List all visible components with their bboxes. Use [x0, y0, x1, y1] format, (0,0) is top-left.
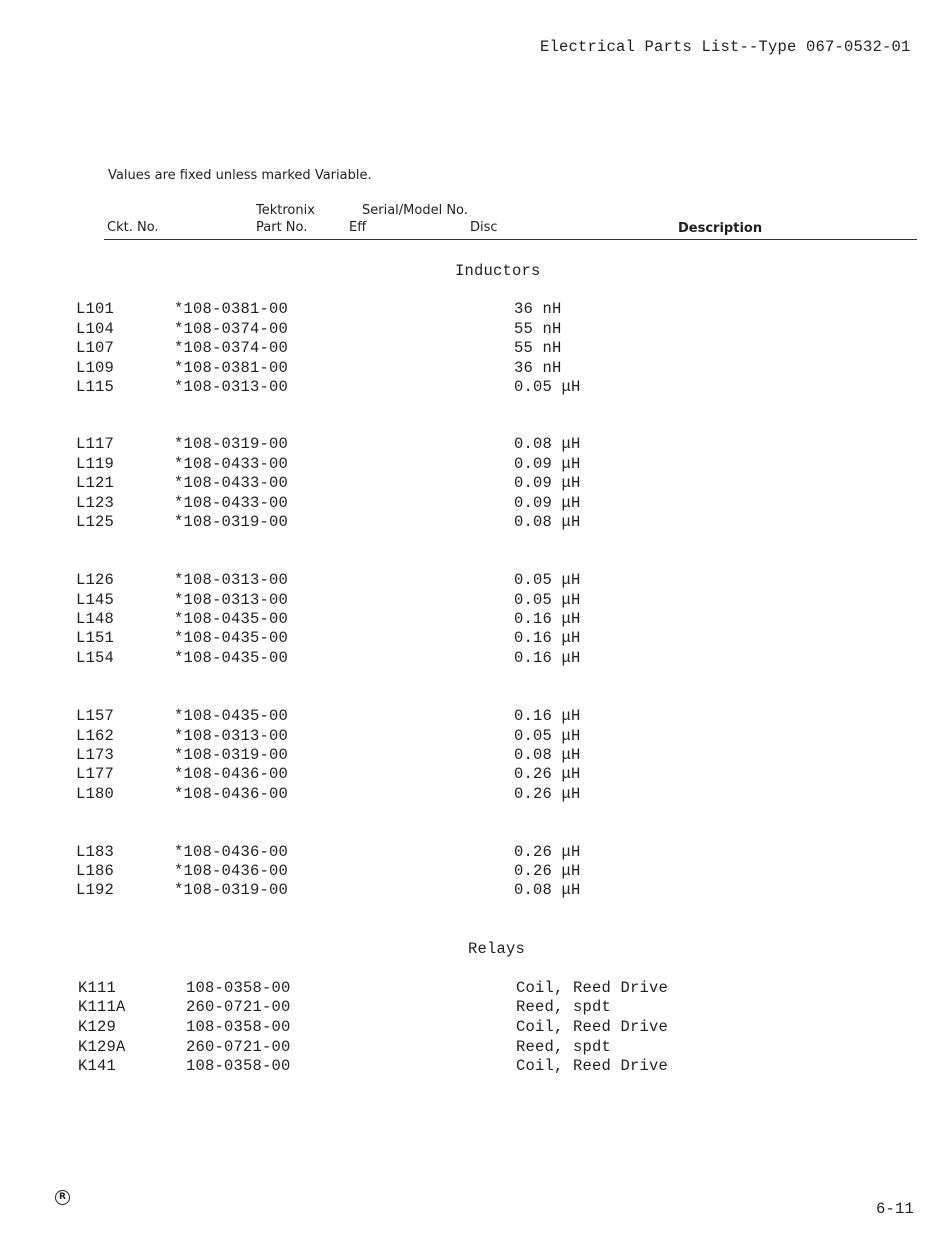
part-number: 260-0721-00 — [186, 998, 291, 1016]
ckt-number: L157 — [76, 707, 115, 725]
table-row — [0, 727, 950, 747]
table-row — [0, 649, 950, 669]
table-row — [0, 571, 950, 591]
description: 0.08 μH — [514, 881, 581, 899]
description: Reed, spdt — [516, 1038, 612, 1056]
part-number: *108-0435-00 — [174, 649, 289, 667]
table-row — [0, 843, 950, 863]
part-number: *108-0436-00 — [174, 785, 289, 803]
part-number: *108-0436-00 — [174, 862, 289, 880]
table-row — [0, 378, 950, 398]
part-number: *108-0436-00 — [174, 843, 289, 861]
ckt-number: L126 — [76, 571, 115, 589]
table-row — [0, 300, 950, 320]
ckt-number: L109 — [76, 359, 115, 377]
description: 0.05 μH — [514, 378, 581, 396]
table-row — [0, 494, 950, 514]
part-number: 108-0358-00 — [186, 979, 291, 997]
description: 0.05 μH — [514, 571, 581, 589]
description: 0.08 μH — [514, 746, 581, 764]
description: Reed, spdt — [516, 998, 612, 1016]
part-number: *108-0433-00 — [174, 474, 289, 492]
part-number: *108-0313-00 — [174, 378, 289, 396]
header-rule — [104, 239, 917, 240]
ckt-number: L180 — [76, 785, 115, 803]
ckt-number: L101 — [76, 300, 115, 318]
description: 0.26 μH — [514, 843, 581, 861]
table-row — [0, 513, 950, 533]
ckt-number: L154 — [76, 649, 115, 667]
table-row — [0, 979, 950, 999]
part-number: *108-0381-00 — [174, 300, 289, 318]
part-number: *108-0433-00 — [174, 455, 289, 473]
registered-mark-icon: R — [55, 1190, 70, 1205]
ckt-number: L186 — [76, 862, 115, 880]
ckt-number: L145 — [76, 591, 115, 609]
part-number: *108-0319-00 — [174, 513, 289, 531]
description: 0.26 μH — [514, 862, 581, 880]
column-header-description: Description — [678, 221, 763, 236]
column-header-ckt-no: Ckt. No. — [107, 220, 159, 235]
description: Coil, Reed Drive — [516, 1057, 669, 1075]
description: 0.16 μH — [514, 610, 581, 628]
description: Coil, Reed Drive — [516, 1018, 669, 1036]
part-number: *108-0433-00 — [174, 494, 289, 512]
part-number: *108-0313-00 — [174, 591, 289, 609]
description: 55 nH — [514, 320, 562, 338]
part-number: 108-0358-00 — [186, 1018, 291, 1036]
ckt-number: L125 — [76, 513, 115, 531]
ckt-number: K129 — [78, 1018, 117, 1036]
part-number: *108-0319-00 — [174, 435, 289, 453]
ckt-number: L104 — [76, 320, 115, 338]
ckt-number: L115 — [76, 378, 115, 396]
description: 0.05 μH — [514, 591, 581, 609]
ckt-number: K129A — [78, 1038, 126, 1056]
part-number: 108-0358-00 — [186, 1057, 291, 1075]
description: 0.16 μH — [514, 649, 581, 667]
ckt-number: L177 — [76, 765, 115, 783]
column-header-eff: Eff — [349, 220, 367, 235]
ckt-number: L162 — [76, 727, 115, 745]
table-row — [0, 435, 950, 455]
values-note: Values are fixed unless marked Variable. — [108, 168, 372, 183]
column-header-tektronix: Tektronix — [256, 203, 315, 218]
table-row — [0, 339, 950, 359]
description: 0.26 μH — [514, 765, 581, 783]
table-row — [0, 320, 950, 340]
part-number: *108-0313-00 — [174, 727, 289, 745]
table-row — [0, 610, 950, 630]
page-header-title: Electrical Parts List--Type 067-0532-01 — [540, 38, 911, 56]
ckt-number: L119 — [76, 455, 115, 473]
table-row — [0, 998, 950, 1018]
ckt-number: L121 — [76, 474, 115, 492]
ckt-number: L117 — [76, 435, 115, 453]
description: 0.05 μH — [514, 727, 581, 745]
part-number: *108-0436-00 — [174, 765, 289, 783]
page-number: 6-11 — [876, 1200, 915, 1218]
ckt-number: K111 — [78, 979, 117, 997]
part-number: *108-0435-00 — [174, 629, 289, 647]
part-number: *108-0435-00 — [174, 707, 289, 725]
section-title-inductors: Inductors — [455, 262, 541, 280]
table-row — [0, 474, 950, 494]
table-row — [0, 881, 950, 901]
part-number: *108-0435-00 — [174, 610, 289, 628]
description: 0.16 μH — [514, 629, 581, 647]
description: 0.08 μH — [514, 513, 581, 531]
description: Coil, Reed Drive — [516, 979, 669, 997]
column-header-serial-model: Serial/Model No. — [362, 203, 468, 218]
part-number: *108-0313-00 — [174, 571, 289, 589]
part-number: *108-0374-00 — [174, 339, 289, 357]
description: 36 nH — [514, 300, 562, 318]
description: 36 nH — [514, 359, 562, 377]
table-row — [0, 746, 950, 766]
description: 0.09 μH — [514, 494, 581, 512]
table-row — [0, 765, 950, 785]
part-number: *108-0374-00 — [174, 320, 289, 338]
section-title-relays: Relays — [468, 940, 526, 958]
description: 0.09 μH — [514, 455, 581, 473]
ckt-number: L123 — [76, 494, 115, 512]
part-number: *108-0319-00 — [174, 881, 289, 899]
column-header-disc: Disc — [470, 220, 498, 235]
table-row — [0, 707, 950, 727]
table-row — [0, 629, 950, 649]
table-row — [0, 455, 950, 475]
ckt-number: L107 — [76, 339, 115, 357]
part-number: *108-0381-00 — [174, 359, 289, 377]
ckt-number: L151 — [76, 629, 115, 647]
ckt-number: L192 — [76, 881, 115, 899]
ckt-number: L183 — [76, 843, 115, 861]
table-row — [0, 1057, 950, 1077]
part-number: 260-0721-00 — [186, 1038, 291, 1056]
part-number: *108-0319-00 — [174, 746, 289, 764]
table-row — [0, 591, 950, 611]
description: 0.26 μH — [514, 785, 581, 803]
column-header-part-no: Part No. — [256, 220, 308, 235]
table-row — [0, 1018, 950, 1038]
description: 0.09 μH — [514, 474, 581, 492]
table-row — [0, 1038, 950, 1058]
ckt-number: K141 — [78, 1057, 117, 1075]
ckt-number: K111A — [78, 998, 126, 1016]
description: 55 nH — [514, 339, 562, 357]
description: 0.16 μH — [514, 707, 581, 725]
ckt-number: L148 — [76, 610, 115, 628]
ckt-number: L173 — [76, 746, 115, 764]
table-row — [0, 785, 950, 805]
table-row — [0, 359, 950, 379]
description: 0.08 μH — [514, 435, 581, 453]
table-row — [0, 862, 950, 882]
